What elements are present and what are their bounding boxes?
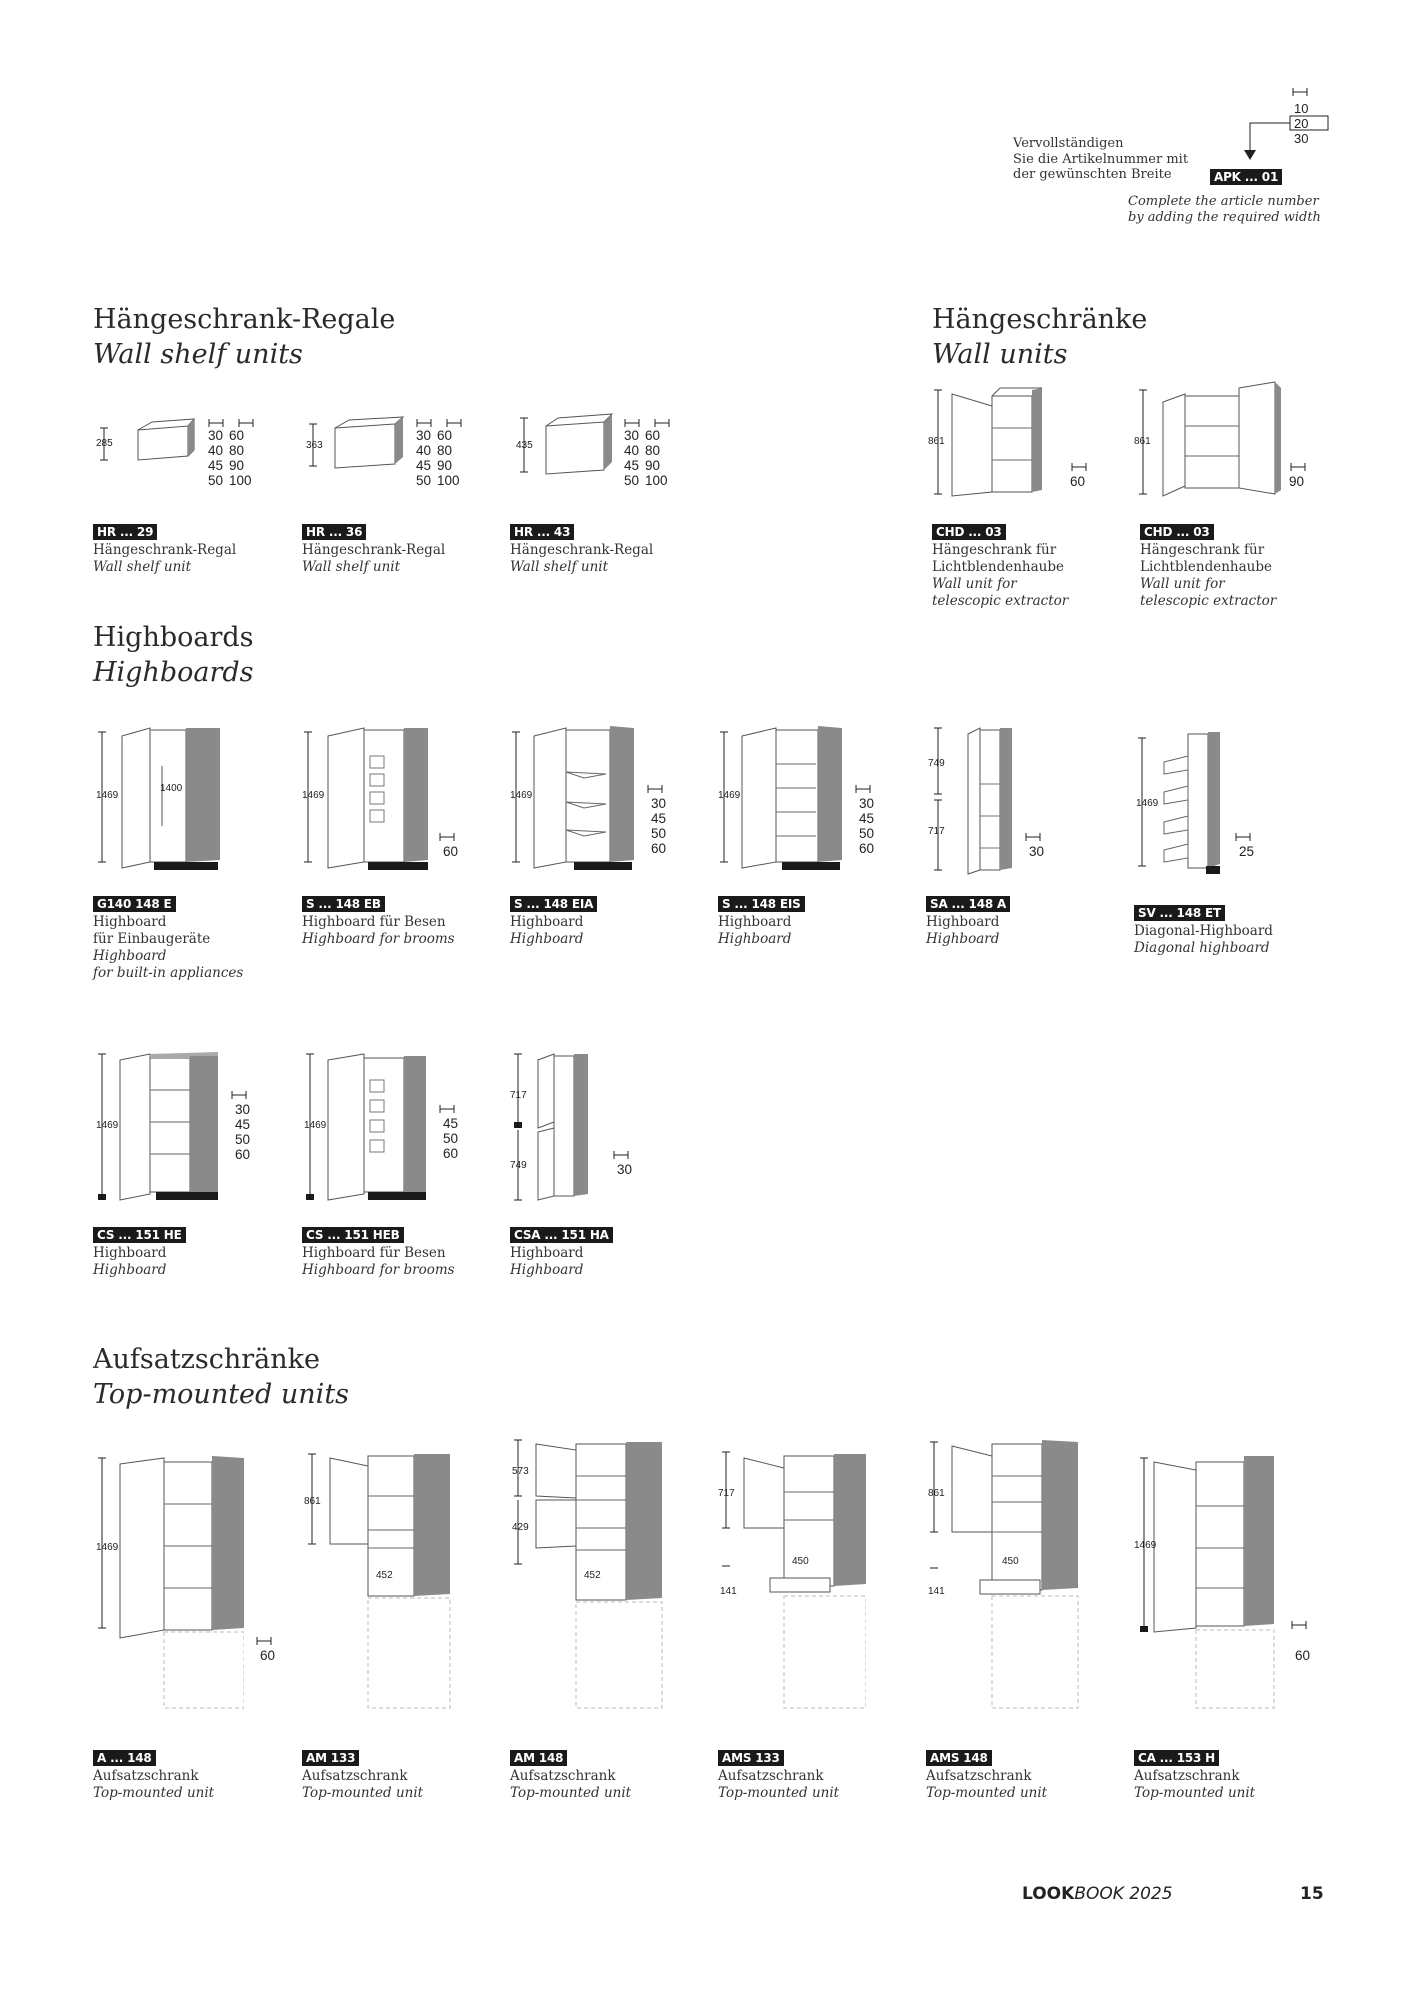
a148-height: 1469 (96, 1542, 119, 1553)
cs151heb-widths: 45 50 60 (442, 1116, 458, 1161)
width-marker-icon (415, 418, 475, 428)
width-marker-icon (230, 1090, 250, 1100)
shelf-1-widths-b: 60 80 90 100 (229, 428, 252, 488)
shelf-item-2: HR ... 36 Hängeschrank-Regal Wall shelf unit (302, 525, 446, 575)
highboard-drawing-s148eb (300, 726, 440, 876)
wall-unit-item-1: CHD ... 03 Hängeschrank für Lichtblendenhaube Wall unit for telescopic extractor (932, 525, 1069, 609)
highboard-drawing-csa151ha (508, 1050, 608, 1206)
s148eis-widths: 30 45 50 60 (858, 796, 874, 856)
shelf-3-widths-a: 30 40 45 50 (623, 428, 639, 488)
top-unit-item-am133: AM 133 Aufsatzschrank Top-mounted unit (302, 1751, 424, 1801)
wall-unit-2-height: 861 (1134, 436, 1151, 447)
csa151ha-widths: 30 (616, 1162, 632, 1177)
wall-unit-drawing-1 (928, 384, 1088, 500)
ca153h-width: 60 (1294, 1648, 1310, 1663)
highboard-item-csa151ha: CSA ... 151 HA Highboard Highboard (510, 1224, 710, 1279)
width-note-en: Complete the article number by adding the required width (1128, 194, 1321, 225)
width-selector-diagram (1240, 88, 1330, 168)
sv148et-height: 1469 (1136, 798, 1159, 809)
width-marker-icon (1289, 462, 1309, 472)
wall-unit-item-2: CHD ... 03 Hängeschrank für Lichtblendenhaube Wall unit for telescopic extractor (1140, 525, 1277, 609)
section-title-wall-shelf: Hängeschrank-Regale Wall shelf units (93, 304, 396, 370)
wall-unit-drawing-2 (1133, 380, 1303, 500)
ams148-drawer-dim: 141 (928, 1586, 945, 1597)
sv148et-widths: 25 (1238, 844, 1254, 859)
width-marker-icon (1234, 832, 1254, 842)
ams133-drawer-dim: 141 (720, 1586, 737, 1597)
shelf-3-height: 435 (516, 440, 533, 451)
ams148-top-dim: 861 (928, 1488, 945, 1499)
ams148-inner-dim: 450 (1002, 1556, 1019, 1567)
width-marker-icon (438, 832, 458, 842)
highboard-drawing-g140 (94, 726, 234, 876)
top-unit-item-am148: AM 148 Aufsatzschrank Top-mounted unit (510, 1751, 632, 1801)
top-unit-drawing-a148 (94, 1452, 244, 1712)
highboard-item-sv148et: SV ... 148 ET Diagonal-Highboard Diagonal highboard (1134, 906, 1273, 956)
top-unit-item-ams133: AMS 133 Aufsatzschrank Top-mounted unit (718, 1751, 840, 1801)
ams133-top-dim: 717 (718, 1488, 735, 1499)
s148eia-height: 1469 (510, 790, 533, 801)
section-title-highboards: Highboards Highboards (93, 622, 254, 688)
width-marker-icon (1290, 1620, 1310, 1630)
width-marker-icon (207, 418, 267, 428)
top-unit-item-a148: A ... 148 Aufsatzschrank Top-mounted unit (93, 1751, 215, 1801)
ca153h-height: 1469 (1134, 1540, 1157, 1551)
top-unit-item-ams148: AMS 148 Aufsatzschrank Top-mounted unit (926, 1751, 1048, 1801)
width-marker-icon (612, 1150, 632, 1160)
top-unit-drawing-ca153h (1134, 1452, 1284, 1712)
note-width-30: 30 (1294, 131, 1309, 146)
highboard-item-s148eb: S ... 148 EB Highboard für Besen Highboard for brooms (302, 897, 455, 947)
s148eb-height: 1469 (302, 790, 325, 801)
section-title-top-mounted: Aufsatzschränke Top-mounted units (93, 1344, 350, 1410)
g140-height: 1469 (96, 790, 119, 801)
wall-unit-1-width: 60 (1070, 474, 1086, 489)
am133-inner-dim: 452 (376, 1570, 393, 1581)
shelf-item-1: HR ... 29 Hängeschrank-Regal Wall shelf unit (93, 525, 237, 575)
ams133-inner-dim: 450 (792, 1556, 809, 1567)
highboard-item-s148eis: S ... 148 EIS Highboard Highboard (718, 893, 918, 948)
csa151ha-top-dim: 717 (510, 1090, 527, 1101)
a148-width: 60 (259, 1648, 275, 1663)
highboard-item-sa148a: SA ... 148 A Highboard Highboard (926, 893, 1126, 948)
highboard-drawing-sa148a (928, 724, 1028, 876)
width-note-de: Vervollständigen Sie die Artikelnummer mit der gewünschten Breite (1013, 136, 1189, 182)
cs151he-height: 1469 (96, 1120, 119, 1131)
highboard-item-cs151he: CS ... 151 HE Highboard Highboard (93, 1224, 293, 1279)
shelf-1-height: 285 (96, 438, 113, 449)
g140-inner-height: 1400 (160, 783, 183, 794)
shelf-2-widths-b: 60 80 90 100 (437, 428, 460, 488)
csa151ha-bottom-dim: 749 (510, 1160, 527, 1171)
am148-inner-dim: 452 (584, 1570, 601, 1581)
sa148a-bottom-dim: 717 (928, 826, 945, 837)
note-width-20: 20 (1294, 116, 1309, 131)
section-title-wall-units: Hängeschränke Wall units (932, 304, 1148, 370)
s148eia-widths: 30 45 50 60 (650, 796, 666, 856)
footer-brand: LOOKBOOK 2025 (1022, 1884, 1173, 1904)
wall-unit-1-height: 861 (928, 436, 945, 447)
cs151he-widths: 30 45 50 60 (234, 1102, 250, 1162)
shelf-3-widths-b: 60 80 90 100 (645, 428, 668, 488)
cs151heb-height: 1469 (304, 1120, 327, 1131)
am133-top-dim: 861 (304, 1496, 321, 1507)
shelf-2-widths-a: 30 40 45 50 (415, 428, 431, 488)
highboard-item-g140: G140 148 E Highboard für Einbaugeräte Highboard for built-in appliances (93, 897, 244, 981)
shelf-item-3: HR ... 43 Hängeschrank-Regal Wall shelf unit (510, 525, 654, 575)
highboard-item-cs151heb: CS ... 151 HEB Highboard für Besen Highboard for brooms (302, 1228, 455, 1278)
width-marker-icon (646, 784, 666, 794)
top-unit-item-ca153h: CA ... 153 H Aufsatzschrank Top-mounted unit (1134, 1751, 1256, 1801)
width-marker-icon (623, 418, 683, 428)
width-marker-icon (1070, 462, 1090, 472)
top-unit-drawing-ams148 (924, 1436, 1084, 1712)
width-marker-icon (438, 1104, 458, 1114)
top-unit-drawing-ams133 (716, 1448, 866, 1712)
width-marker-icon (255, 1636, 275, 1646)
sa148a-widths: 30 (1028, 844, 1044, 859)
s148eb-widths: 60 (442, 844, 458, 859)
page-number: 15 (1300, 1884, 1324, 1904)
note-code-badge: APK ... 01 (1210, 166, 1282, 185)
s148eis-height: 1469 (718, 790, 741, 801)
sa148a-top-dim: 749 (928, 758, 945, 769)
am148-top-dim: 573 (512, 1466, 529, 1477)
width-marker-icon (854, 784, 874, 794)
am148-mid-dim: 429 (512, 1522, 529, 1533)
shelf-2-height: 363 (306, 440, 323, 451)
wall-unit-2-width: 90 (1289, 474, 1305, 489)
shelf-1-widths-a: 30 40 45 50 (207, 428, 223, 488)
highboard-item-s148eia: S ... 148 EIA Highboard Highboard (510, 893, 710, 948)
note-width-10: 10 (1294, 101, 1309, 116)
width-marker-icon (1024, 832, 1044, 842)
